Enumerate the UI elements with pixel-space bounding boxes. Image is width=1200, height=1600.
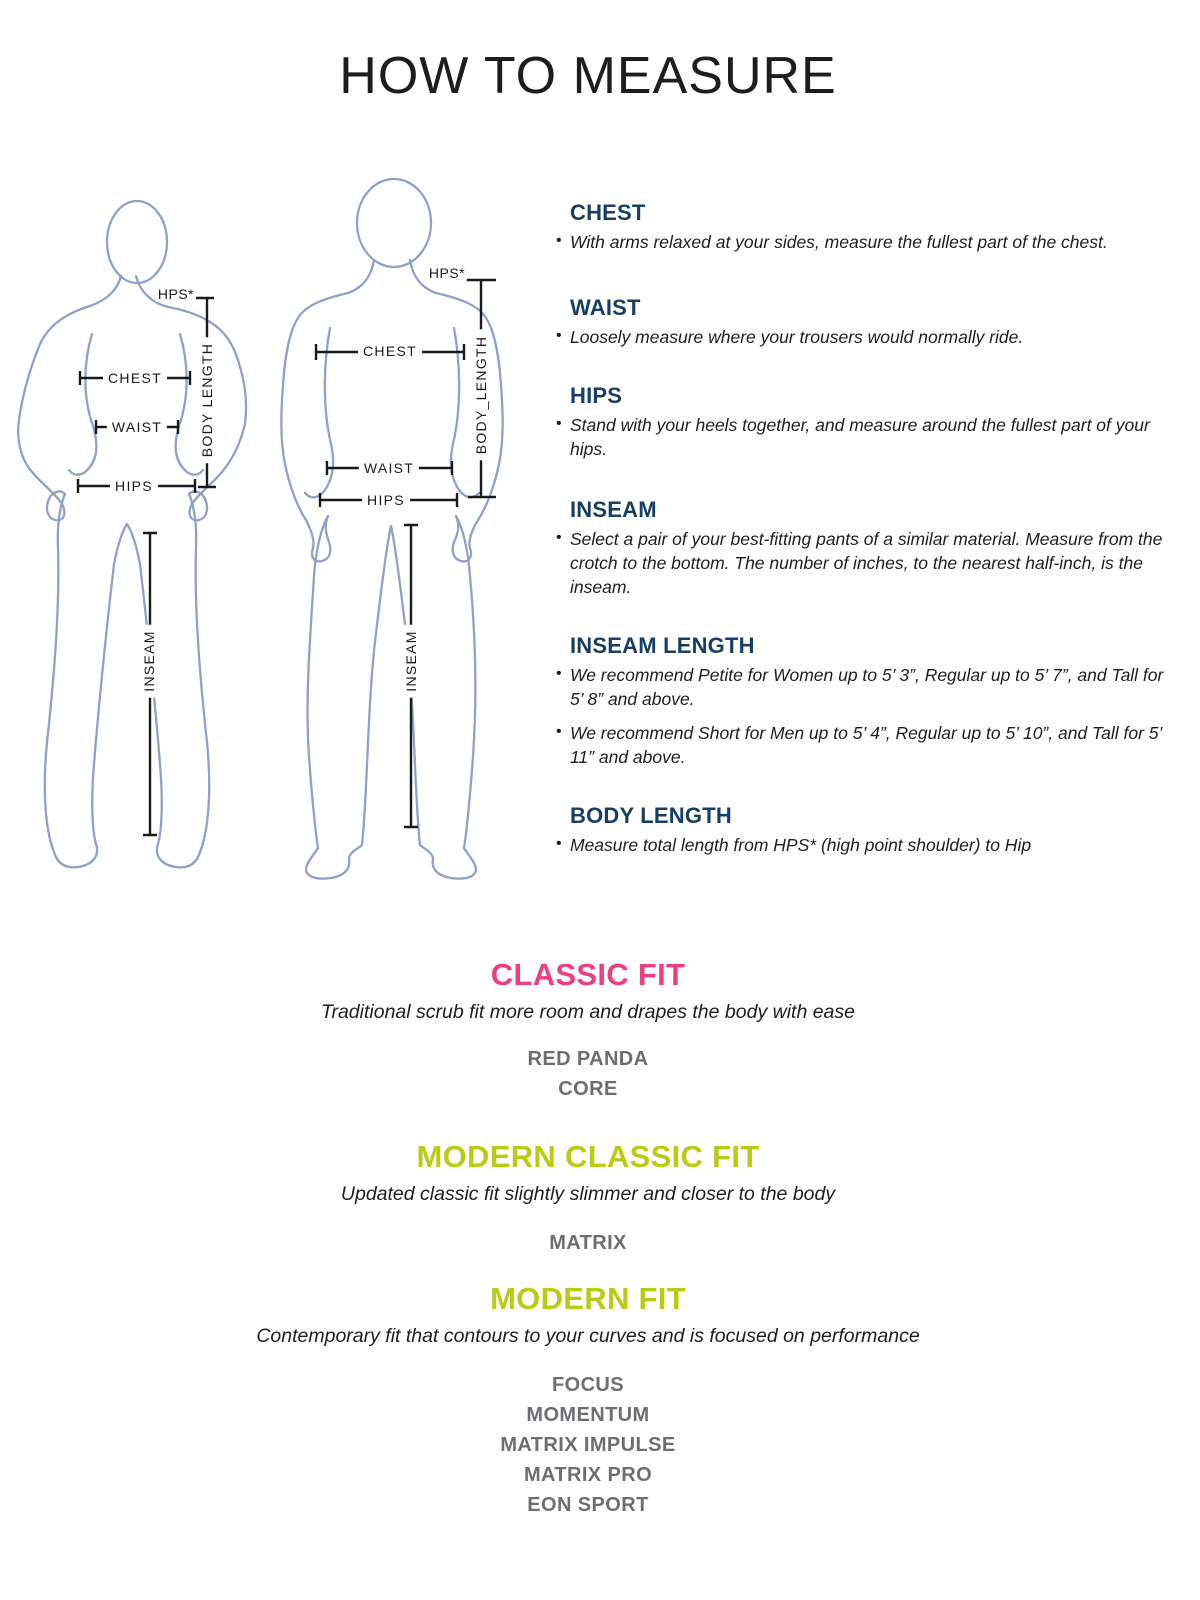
measurement-figures-diagram	[0, 150, 560, 890]
measure-bullet: • With arms relaxed at your sides, measure the fullest part of the chest.	[548, 230, 1166, 254]
brand-item: MOMENTUM	[526, 1404, 650, 1426]
male-hips-label: HIPS	[362, 492, 410, 508]
measure-heading: WAIST	[570, 295, 641, 320]
fit-section-modern-classic	[0, 1140, 1176, 1258]
measure-bullet: • We recommend Petite for Women up to 5’ 3”, Regular up to 5’ 7”, and Tall for 5’ 8” and above.	[548, 663, 1166, 711]
female-waist-label: WAIST	[107, 419, 167, 435]
fit-brand-list	[0, 1370, 1176, 1520]
page-title: HOW TO MEASURE	[339, 47, 837, 105]
male-chest-label: CHEST	[358, 343, 422, 359]
measure-bullet: • Stand with your heels together, and measure around the fullest part of your hips.	[548, 413, 1166, 461]
fit-brand-list	[0, 1044, 1176, 1104]
female-hps-label: HPS*	[157, 286, 195, 302]
measure-section-body-length	[548, 802, 1166, 857]
measure-heading: BODY LENGTH	[570, 803, 732, 828]
measure-heading: HIPS	[570, 383, 623, 408]
female-body-length-label: BODY LENGTH	[199, 337, 215, 463]
measure-section-waist	[548, 294, 1166, 349]
brand-item: MATRIX IMPULSE	[500, 1434, 676, 1456]
measure-bullet: • Loosely measure where your trousers would normally ride.	[548, 325, 1166, 349]
brand-item: FOCUS	[552, 1374, 624, 1396]
male-measurement-lines	[316, 280, 496, 827]
measure-heading: INSEAM LENGTH	[570, 633, 755, 658]
brand-item: MATRIX	[549, 1232, 627, 1254]
male-hps-label: HPS*	[428, 265, 466, 281]
measure-heading: CHEST	[570, 200, 646, 225]
female-chest-label: CHEST	[103, 370, 167, 386]
male-waist-label: WAIST	[359, 460, 419, 476]
fit-heading: MODERN FIT	[490, 1281, 686, 1316]
measure-section-hips	[548, 382, 1166, 461]
measure-section-inseam-length	[548, 632, 1166, 769]
female-inseam-label: INSEAM	[141, 624, 157, 697]
measure-bullet: • Measure total length from HPS* (high point shoulder) to Hip	[548, 833, 1166, 857]
measure-heading: INSEAM	[570, 497, 657, 522]
male-body-length-label: BODY_LENGTH	[473, 330, 489, 461]
male-figure-outline	[281, 179, 502, 879]
brand-item: MATRIX PRO	[523, 1464, 653, 1486]
fit-section-classic	[0, 958, 1176, 1104]
brand-item: EON SPORT	[527, 1494, 649, 1516]
measure-section-inseam	[548, 496, 1166, 599]
fit-section-modern	[0, 1282, 1176, 1520]
female-hips-label: HIPS	[110, 478, 158, 494]
measure-bullet: • We recommend Short for Men up to 5’ 4”, Regular up to 5’ 10”, and Tall for 5’ 11” and above.	[548, 721, 1166, 769]
fit-heading: CLASSIC FIT	[490, 957, 686, 992]
measure-bullet: • Select a pair of your best-fitting pants of a similar material. Measure from the crotch to the bottom. The number of inches, to the nearest half-inch, is the inseam.	[548, 527, 1166, 599]
fit-heading: MODERN CLASSIC FIT	[416, 1139, 760, 1174]
fit-brand-list	[0, 1228, 1176, 1258]
fit-description: Traditional scrub fit more room and drapes the body with ease	[321, 1001, 855, 1023]
fit-description: Updated classic fit slightly slimmer and closer to the body	[340, 1183, 836, 1205]
female-figure-outline	[18, 201, 246, 867]
brand-item: CORE	[558, 1078, 618, 1100]
brand-item: RED PANDA	[527, 1048, 649, 1070]
measure-section-chest	[548, 199, 1166, 254]
male-inseam-label: INSEAM	[403, 624, 419, 697]
fit-description: Contemporary fit that contours to your curves and is focused on performance	[256, 1325, 920, 1347]
